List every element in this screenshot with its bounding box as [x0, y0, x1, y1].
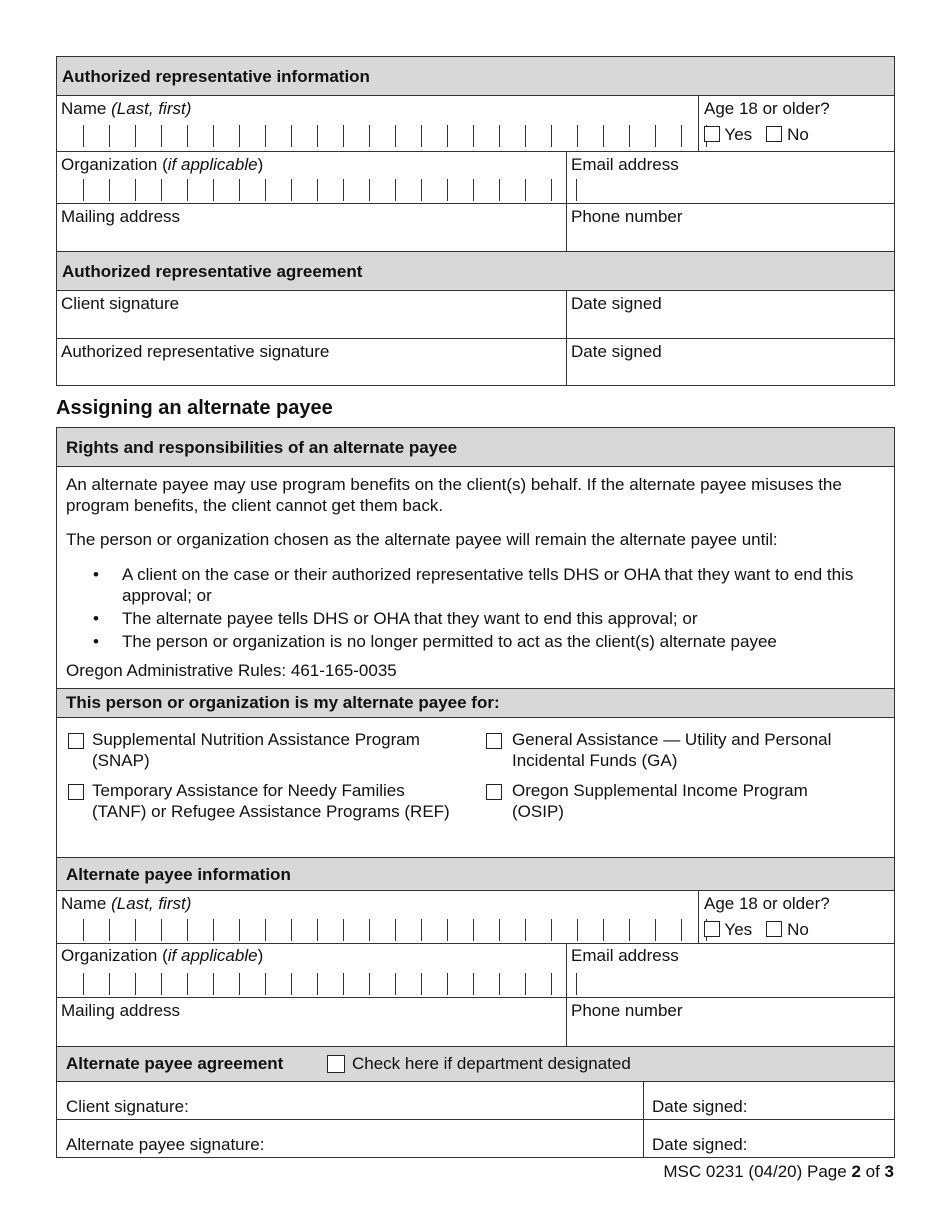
rep-age-options	[704, 125, 809, 145]
snap-label: Supplemental Nutrition Assistance Program (SNAP)	[92, 730, 420, 770]
alt-age-yes-label: Yes	[724, 920, 753, 939]
alt-payee-signature-label: Alternate payee signature:	[66, 1135, 265, 1154]
alt-client-signature-label: Client signature:	[66, 1097, 189, 1116]
alt-email-label: Email address	[571, 946, 679, 965]
alt-name-input[interactable]	[83, 919, 707, 941]
rights-paragraph-2: The person or organization chosen as the alternate payee will remain the alternate payee until:	[66, 530, 778, 549]
alt-age-label: Age 18 or older?	[704, 894, 830, 913]
rep-age-label: Age 18 or older?	[704, 99, 830, 118]
rep-client-date-field[interactable]	[567, 315, 894, 337]
rep-client-signature-field[interactable]	[57, 315, 565, 337]
alt-client-signature-field[interactable]	[217, 1088, 637, 1118]
alt-mailing-input[interactable]	[57, 1022, 565, 1044]
list-item: • The person or organization is no longer permitted to act as the client(s) alternate payee	[66, 631, 866, 652]
rep-age-yes-label: Yes	[724, 125, 753, 144]
rights-paragraph-1: An alternate payee may use program benefits on the client(s) behalf. If the alternate payee misuses the program benefits, the client cannot get them back.	[66, 475, 842, 515]
alt-payee-date-field[interactable]	[762, 1125, 892, 1155]
alt-email-input[interactable]	[567, 968, 894, 996]
rep-signature-label: Authorized representative signature	[61, 342, 330, 361]
rep-mailing-label: Mailing address	[61, 207, 181, 226]
rep-phone-label: Phone number	[571, 207, 683, 226]
alt-client-date-label: Date signed:	[652, 1097, 748, 1116]
rep-agreement-header-text: Authorized representative agreement	[62, 262, 363, 281]
alt-name-label: Name (Last, first)	[61, 894, 192, 913]
rep-org-input[interactable]	[83, 179, 577, 201]
rep-email-input[interactable]	[567, 177, 894, 203]
alt-age-yes-checkbox[interactable]	[704, 921, 720, 937]
list-item: • The alternate payee tells DHS or OHA that they want to end this approval; or	[66, 608, 866, 629]
alt-agreement-header-text: Alternate payee agreement	[66, 1054, 284, 1073]
alternate-payee-table	[56, 427, 895, 1158]
payee-for-header-text: This person or organization is my alternate payee for:	[66, 693, 500, 712]
oregon-rules-reference: Oregon Administrative Rules: 461-165-0035	[66, 661, 397, 680]
department-designated-checkbox[interactable]	[327, 1055, 345, 1073]
rights-bullet-list	[66, 564, 866, 652]
alt-payee-signature-field[interactable]	[292, 1125, 637, 1155]
alt-age-options	[704, 920, 809, 940]
ga-checkbox[interactable]	[486, 733, 502, 749]
alternate-payee-section-title: Assigning an alternate payee	[56, 397, 333, 419]
osip-label: Oregon Supplemental Income Program (OSIP)	[512, 781, 808, 821]
osip-checkbox[interactable]	[486, 784, 502, 800]
alt-payee-date-label: Date signed:	[652, 1135, 748, 1154]
alt-mailing-label: Mailing address	[61, 1001, 181, 1020]
rep-client-signature-label: Client signature	[61, 294, 180, 313]
department-designated-label: Check here if department designated	[352, 1054, 631, 1073]
rep-age-no-checkbox[interactable]	[766, 126, 782, 142]
rights-header-text: Rights and responsibilities of an alternate payee	[66, 438, 458, 457]
alt-phone-input[interactable]	[567, 1022, 894, 1044]
rep-phone-input[interactable]	[567, 227, 894, 249]
ga-label: General Assistance — Utility and Personal Incidental Funds (GA)	[512, 730, 832, 770]
rep-mailing-input[interactable]	[57, 227, 565, 249]
authorized-representative-table	[56, 56, 895, 386]
rep-info-header-text: Authorized representative information	[62, 67, 370, 86]
rep-date-field[interactable]	[567, 363, 894, 385]
tanf-label: Temporary Assistance for Needy Families (TANF) or Refugee Assistance Programs (REF)	[92, 781, 450, 821]
rep-email-label: Email address	[571, 155, 679, 174]
rep-name-label: Name (Last, first)	[61, 99, 192, 118]
alt-age-no-label: No	[787, 920, 809, 939]
rep-name-input[interactable]	[83, 125, 707, 147]
page-footer: MSC 0231 (04/20) Page 2 of 3	[663, 1162, 894, 1181]
rep-client-date-label: Date signed	[571, 294, 662, 313]
alt-client-date-field[interactable]	[762, 1088, 892, 1118]
rep-signature-field[interactable]	[57, 363, 565, 385]
list-item: • A client on the case or their authorized representative tells DHS or OHA that they want to end this approval; or	[66, 564, 866, 606]
alt-org-label: Organization (if applicable)	[61, 946, 264, 965]
rep-age-yes-checkbox[interactable]	[704, 126, 720, 142]
rep-age-no-label: No	[787, 125, 809, 144]
alt-org-input[interactable]	[83, 973, 577, 995]
alt-phone-label: Phone number	[571, 1001, 683, 1020]
snap-checkbox[interactable]	[68, 733, 84, 749]
rep-date-label: Date signed	[571, 342, 662, 361]
alt-info-header-text: Alternate payee information	[66, 865, 291, 884]
rep-org-label: Organization (if applicable)	[61, 155, 264, 174]
alt-age-no-checkbox[interactable]	[766, 921, 782, 937]
tanf-checkbox[interactable]	[68, 784, 84, 800]
